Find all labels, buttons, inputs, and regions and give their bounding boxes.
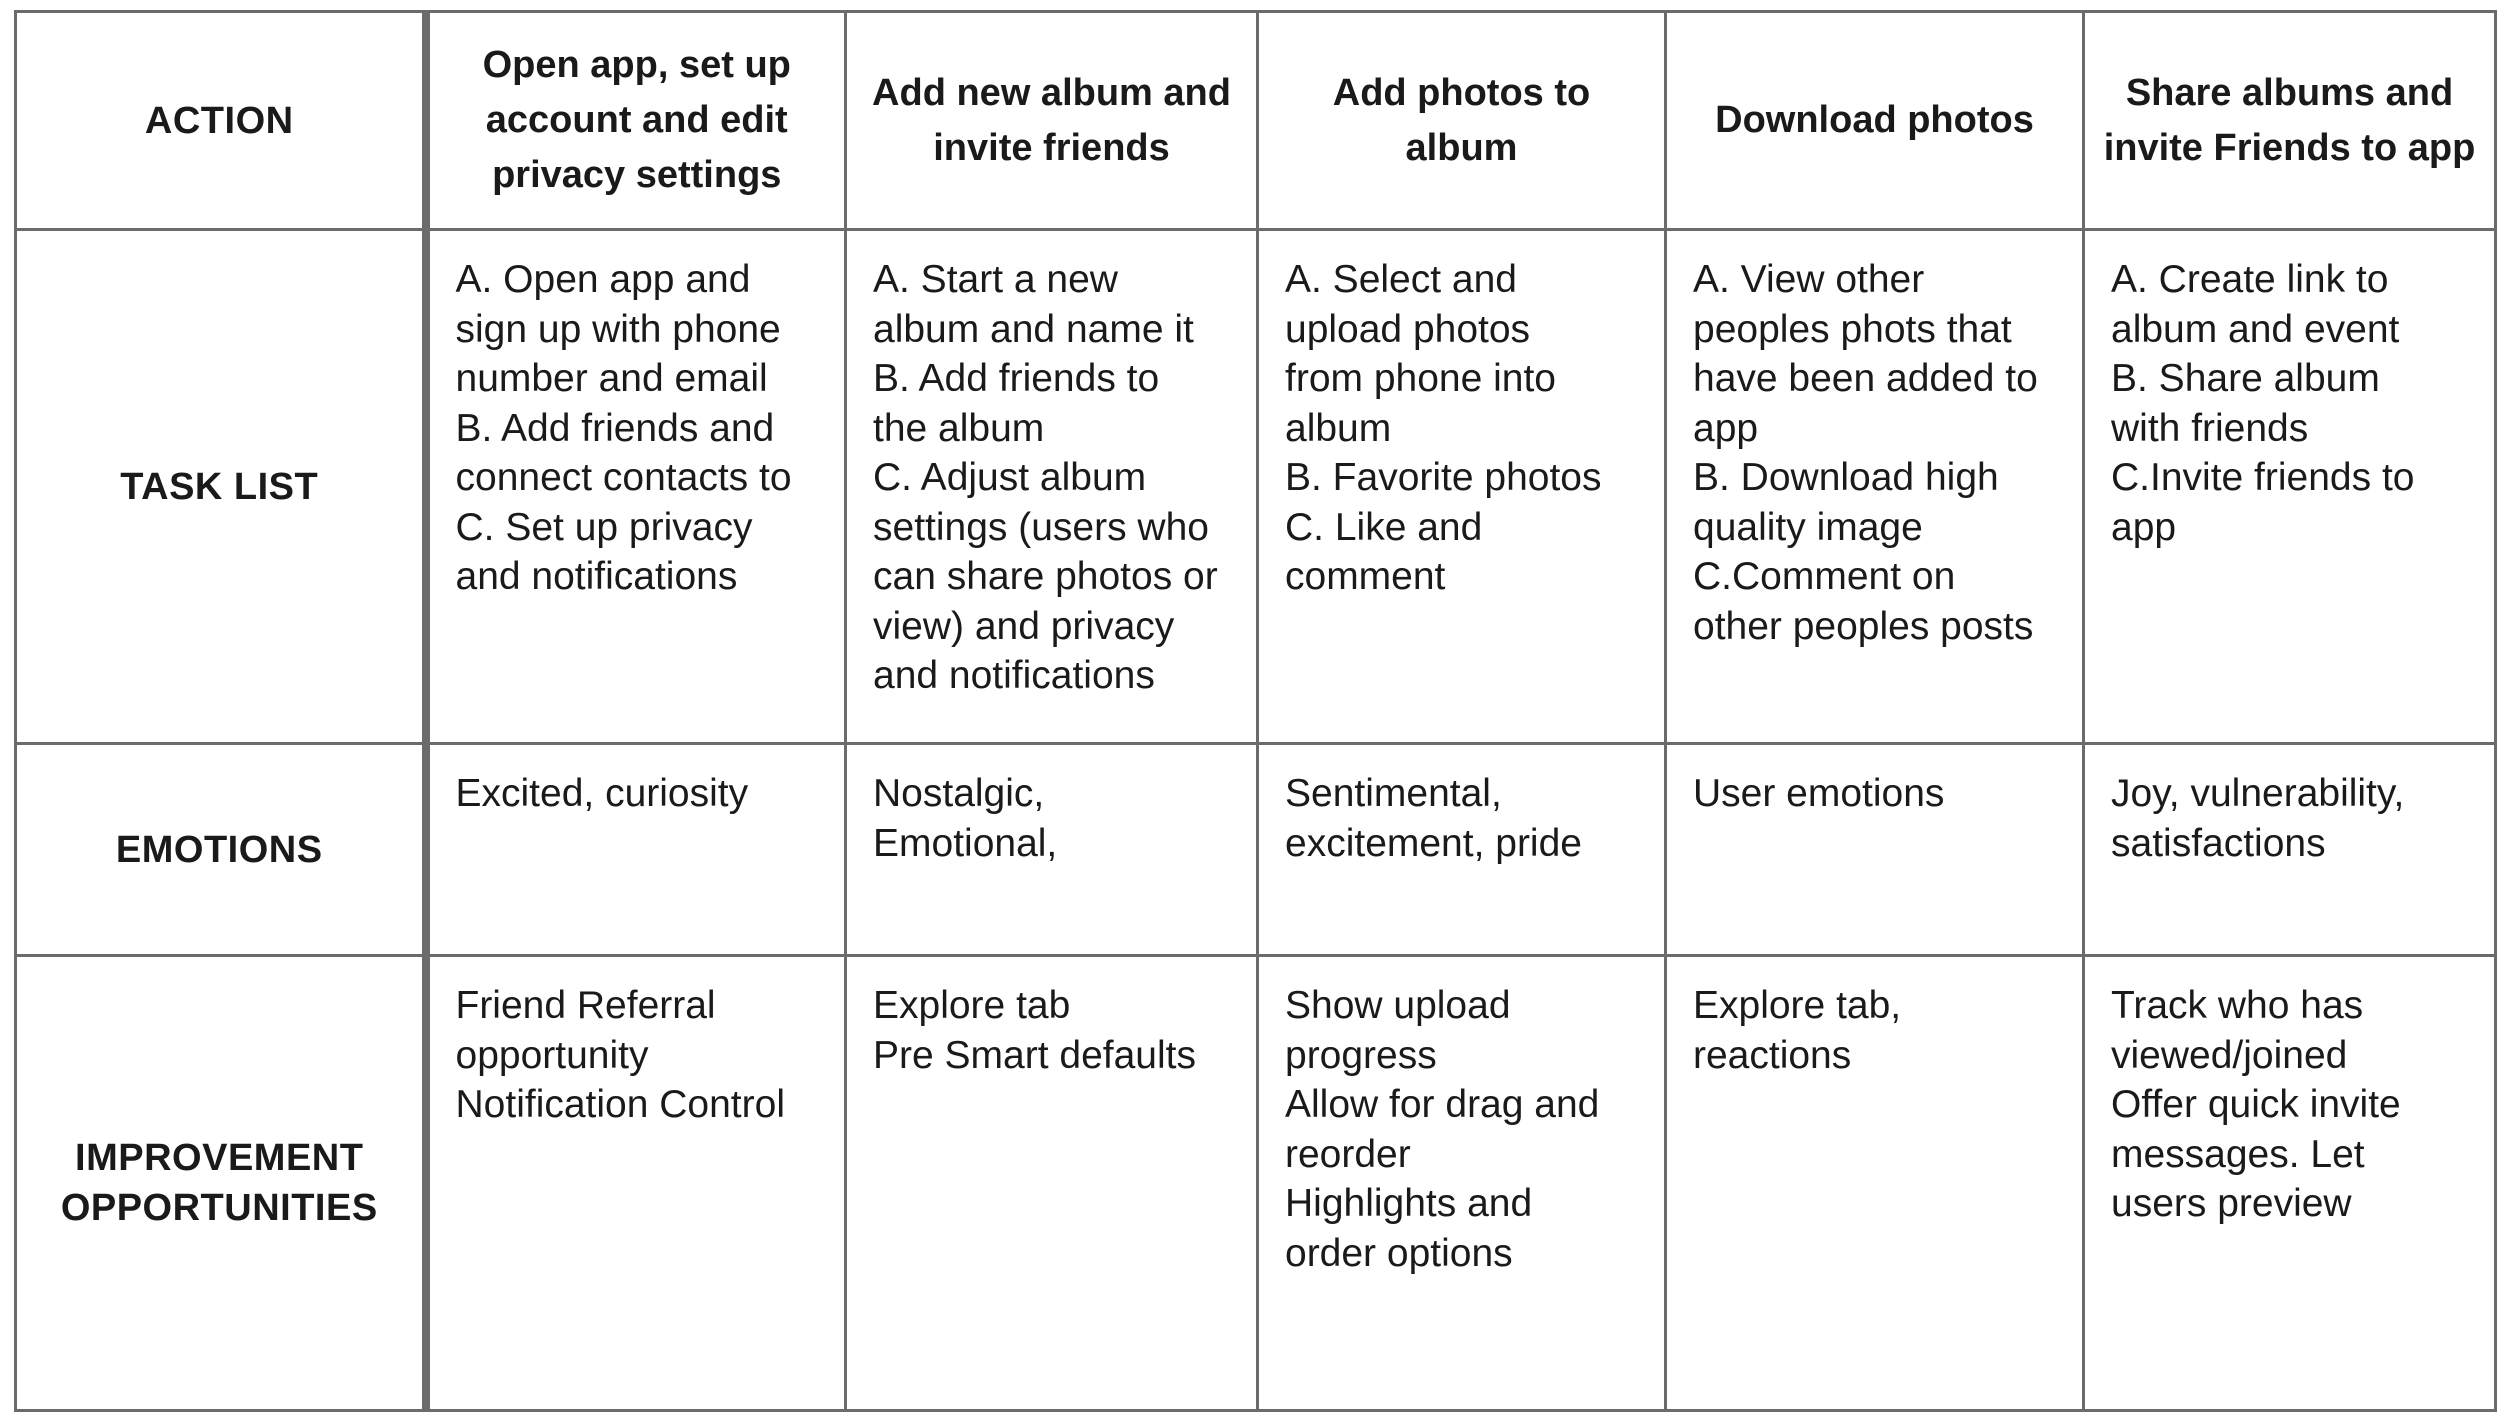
improvement-line: Track who has — [2111, 984, 2364, 1027]
task-line: have been added to — [1693, 357, 2038, 400]
row-label-improvement-line-2: OPPORTUNITIES — [60, 1187, 378, 1229]
task-line: C. Like and — [1285, 505, 1483, 549]
emotion-cell-5 — [2084, 744, 2496, 956]
task-line: app — [1693, 406, 1759, 450]
improvement-line: viewed/joined — [2111, 1033, 2348, 1077]
task-line: view) and privacy — [873, 604, 1175, 648]
task-line: can share photos or — [873, 555, 1218, 598]
task-line: other peoples posts — [1693, 604, 2034, 648]
task-line: C. Set up privacy — [455, 505, 753, 549]
improvement-line: progress — [1285, 1033, 1437, 1077]
emotion-line: satisfactions — [2111, 821, 2326, 865]
improvement-line: Notification Control — [455, 1083, 785, 1126]
task-line: A. Select and — [1285, 258, 1517, 301]
task-line: and notifications — [873, 654, 1155, 697]
task-line: from phone into — [1285, 357, 1557, 400]
row-label-task-list: TASK LIST — [16, 230, 426, 744]
improvement-line: Explore tab, — [1693, 984, 1902, 1027]
task-line: A. Start a new — [873, 258, 1118, 301]
task-cell-4 — [1666, 230, 2084, 744]
task-line: and notifications — [455, 555, 738, 598]
task-line: B. Download high — [1693, 456, 1999, 499]
improvement-line: reorder — [1285, 1132, 1411, 1176]
row-label-improvement — [16, 956, 426, 1411]
improvement-line: order options — [1285, 1231, 1513, 1275]
task-line: A. Open app and — [455, 258, 751, 301]
improvement-line: messages. Let — [2111, 1132, 2365, 1176]
emotion-cell-2 — [846, 744, 1258, 956]
action-header-3: Add photos to album — [1258, 12, 1666, 230]
improvement-row — [16, 956, 2496, 1411]
task-line: app — [2111, 505, 2177, 549]
row-label-emotions: EMOTIONS — [16, 744, 426, 956]
task-line: album — [1285, 406, 1392, 450]
emotion-cell-4 — [1666, 744, 2084, 956]
emotion-line: Joy, vulnerability, — [2111, 772, 2405, 815]
task-line: B. Share album — [2111, 357, 2380, 400]
improvement-line: Show upload — [1285, 984, 1511, 1027]
improvement-cell-2 — [846, 956, 1258, 1411]
improvement-line: opportunity — [455, 1033, 649, 1077]
task-line: C. Adjust album — [873, 456, 1147, 499]
emotion-cell-1 — [426, 744, 846, 956]
task-list-row — [16, 230, 2496, 744]
emotion-line: Excited, curiosity — [455, 772, 749, 815]
emotion-line: Emotional, — [873, 821, 1058, 865]
task-line: B. Add friends and — [455, 406, 775, 450]
task-line: comment — [1285, 555, 1446, 598]
improvement-line: Friend Referral — [455, 984, 716, 1027]
task-cell-5 — [2084, 230, 2496, 744]
row-label-action: ACTION — [16, 12, 426, 230]
task-line: number and email — [455, 357, 768, 400]
task-cell-3 — [1258, 230, 1666, 744]
task-cell-1 — [426, 230, 846, 744]
task-line: quality image — [1693, 505, 1923, 549]
emotion-line: Nostalgic, — [873, 772, 1045, 815]
row-label-improvement-line-1: IMPROVEMENT — [75, 1137, 364, 1179]
improvement-line: Offer quick invite — [2111, 1083, 2401, 1126]
improvement-cell-5 — [2084, 956, 2496, 1411]
task-line: A. View other — [1693, 258, 1925, 301]
task-line: B. Add friends to — [873, 357, 1160, 400]
improvement-cell-4 — [1666, 956, 2084, 1411]
task-line: album and event — [2111, 307, 2400, 351]
improvement-line: reactions — [1693, 1033, 1852, 1077]
task-line: with friends — [2111, 406, 2309, 450]
task-line: the album — [873, 406, 1045, 450]
task-line: settings (users who — [873, 505, 1209, 549]
improvement-line: users preview — [2111, 1182, 2352, 1225]
emotions-row — [16, 744, 2496, 956]
task-line: C.Comment on — [1693, 555, 1956, 598]
improvement-line: Highlights and — [1285, 1182, 1533, 1225]
task-line: peoples phots that — [1693, 307, 2012, 351]
user-journey-table — [14, 10, 2497, 1412]
task-line: A. Create link to — [2111, 258, 2389, 301]
task-line: C.Invite friends to — [2111, 456, 2415, 499]
task-line: upload photos — [1285, 307, 1531, 351]
action-header-5: Share albums and invite Friends to app — [2084, 12, 2496, 230]
task-cell-2 — [846, 230, 1258, 744]
action-header-4: Download photos — [1666, 12, 2084, 230]
action-header-2: Add new album and invite friends — [846, 12, 1258, 230]
improvement-line: Allow for drag and — [1285, 1083, 1600, 1126]
task-line: album and name it — [873, 307, 1194, 351]
task-line: sign up with phone — [455, 307, 781, 351]
emotion-line: User emotions — [1693, 772, 1945, 815]
task-line: B. Favorite photos — [1285, 456, 1602, 499]
emotion-line: Sentimental, — [1285, 772, 1502, 815]
emotion-cell-3 — [1258, 744, 1666, 956]
emotion-line: excitement, pride — [1285, 821, 1582, 865]
action-row — [16, 12, 2496, 230]
improvement-cell-3 — [1258, 956, 1666, 1411]
improvement-line: Explore tab — [873, 984, 1071, 1027]
action-header-1: Open app, set up account and edit privacy settings — [426, 12, 846, 230]
improvement-cell-1 — [426, 956, 846, 1411]
task-line: connect contacts to — [455, 456, 792, 499]
improvement-line: Pre Smart defaults — [873, 1033, 1196, 1077]
